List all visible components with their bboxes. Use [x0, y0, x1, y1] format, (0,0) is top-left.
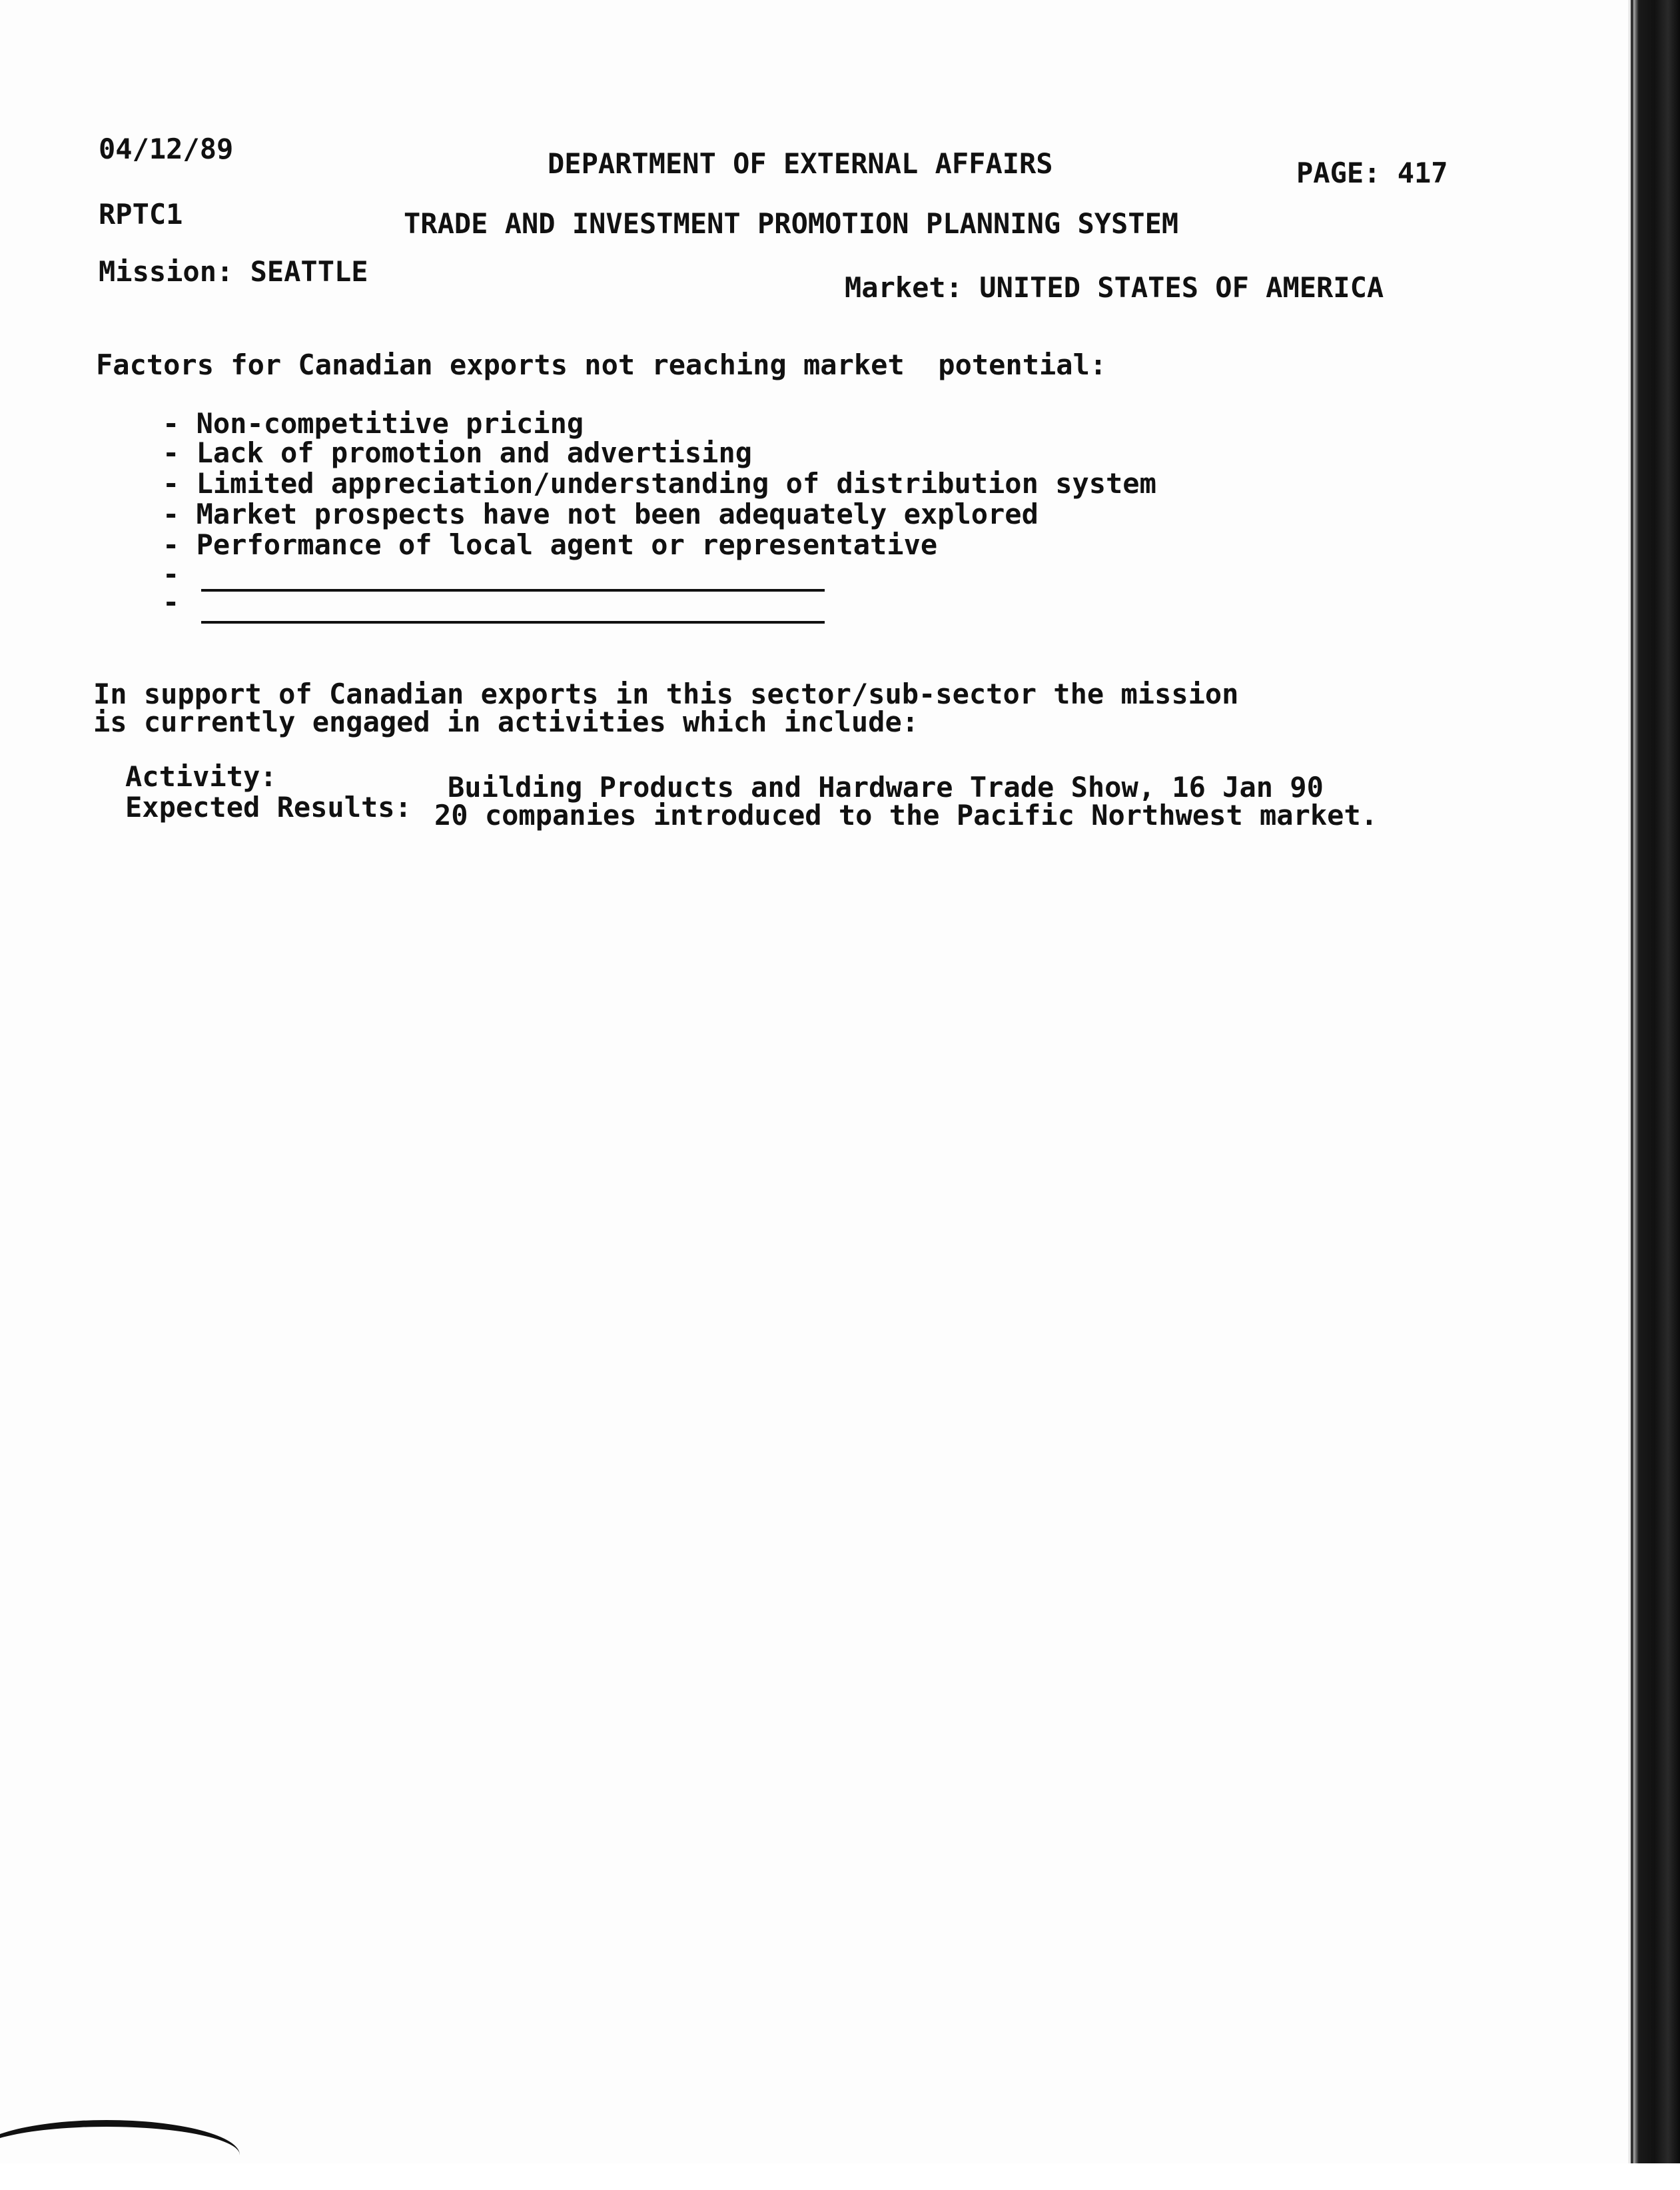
mission-field: Mission: SEATTLE	[99, 255, 368, 288]
support-paragraph-line: is currently engaged in activities which include:	[93, 706, 919, 738]
factor-item: - Non-competitive pricing	[163, 407, 584, 440]
department-title: DEPARTMENT OF EXTERNAL AFFAIRS	[548, 147, 1053, 180]
factor-item-blank: -	[163, 586, 180, 618]
expected-results-label: Expected Results:	[125, 791, 412, 823]
page-corner-shadow	[0, 2120, 240, 2190]
factor-item-blank: -	[163, 558, 180, 590]
blank-underline	[201, 589, 825, 592]
factor-item: - Performance of local agent or representative	[163, 528, 938, 561]
system-title: TRADE AND INVESTMENT PROMOTION PLANNING SYSTEM	[404, 207, 1179, 240]
support-paragraph-line: In support of Canadian exports in this sector/sub-sector the mission	[93, 678, 1239, 710]
factor-item: - Lack of promotion and advertising	[163, 436, 753, 469]
factors-heading: Factors for Canadian exports not reaching market potential:	[96, 348, 1107, 381]
factor-item: - Market prospects have not been adequately explored	[163, 498, 1039, 530]
scan-edge-line	[1631, 0, 1633, 2163]
activity-label: Activity:	[125, 760, 277, 793]
report-date: 04/12/89	[99, 133, 234, 165]
page-number: PAGE: 417	[1296, 157, 1448, 189]
market-field: Market: UNITED STATES OF AMERICA	[845, 271, 1384, 304]
factor-item: - Limited appreciation/understanding of distribution system	[163, 467, 1156, 500]
blank-underline	[201, 621, 825, 624]
expected-results-value: 20 companies introduced to the Pacific Northwest market.	[434, 799, 1378, 831]
activity-value: Building Products and Hardware Trade Show, 16 Jan 90	[448, 771, 1324, 804]
report-code: RPTC1	[99, 198, 183, 231]
scan-edge-shadow	[1628, 0, 1680, 2163]
